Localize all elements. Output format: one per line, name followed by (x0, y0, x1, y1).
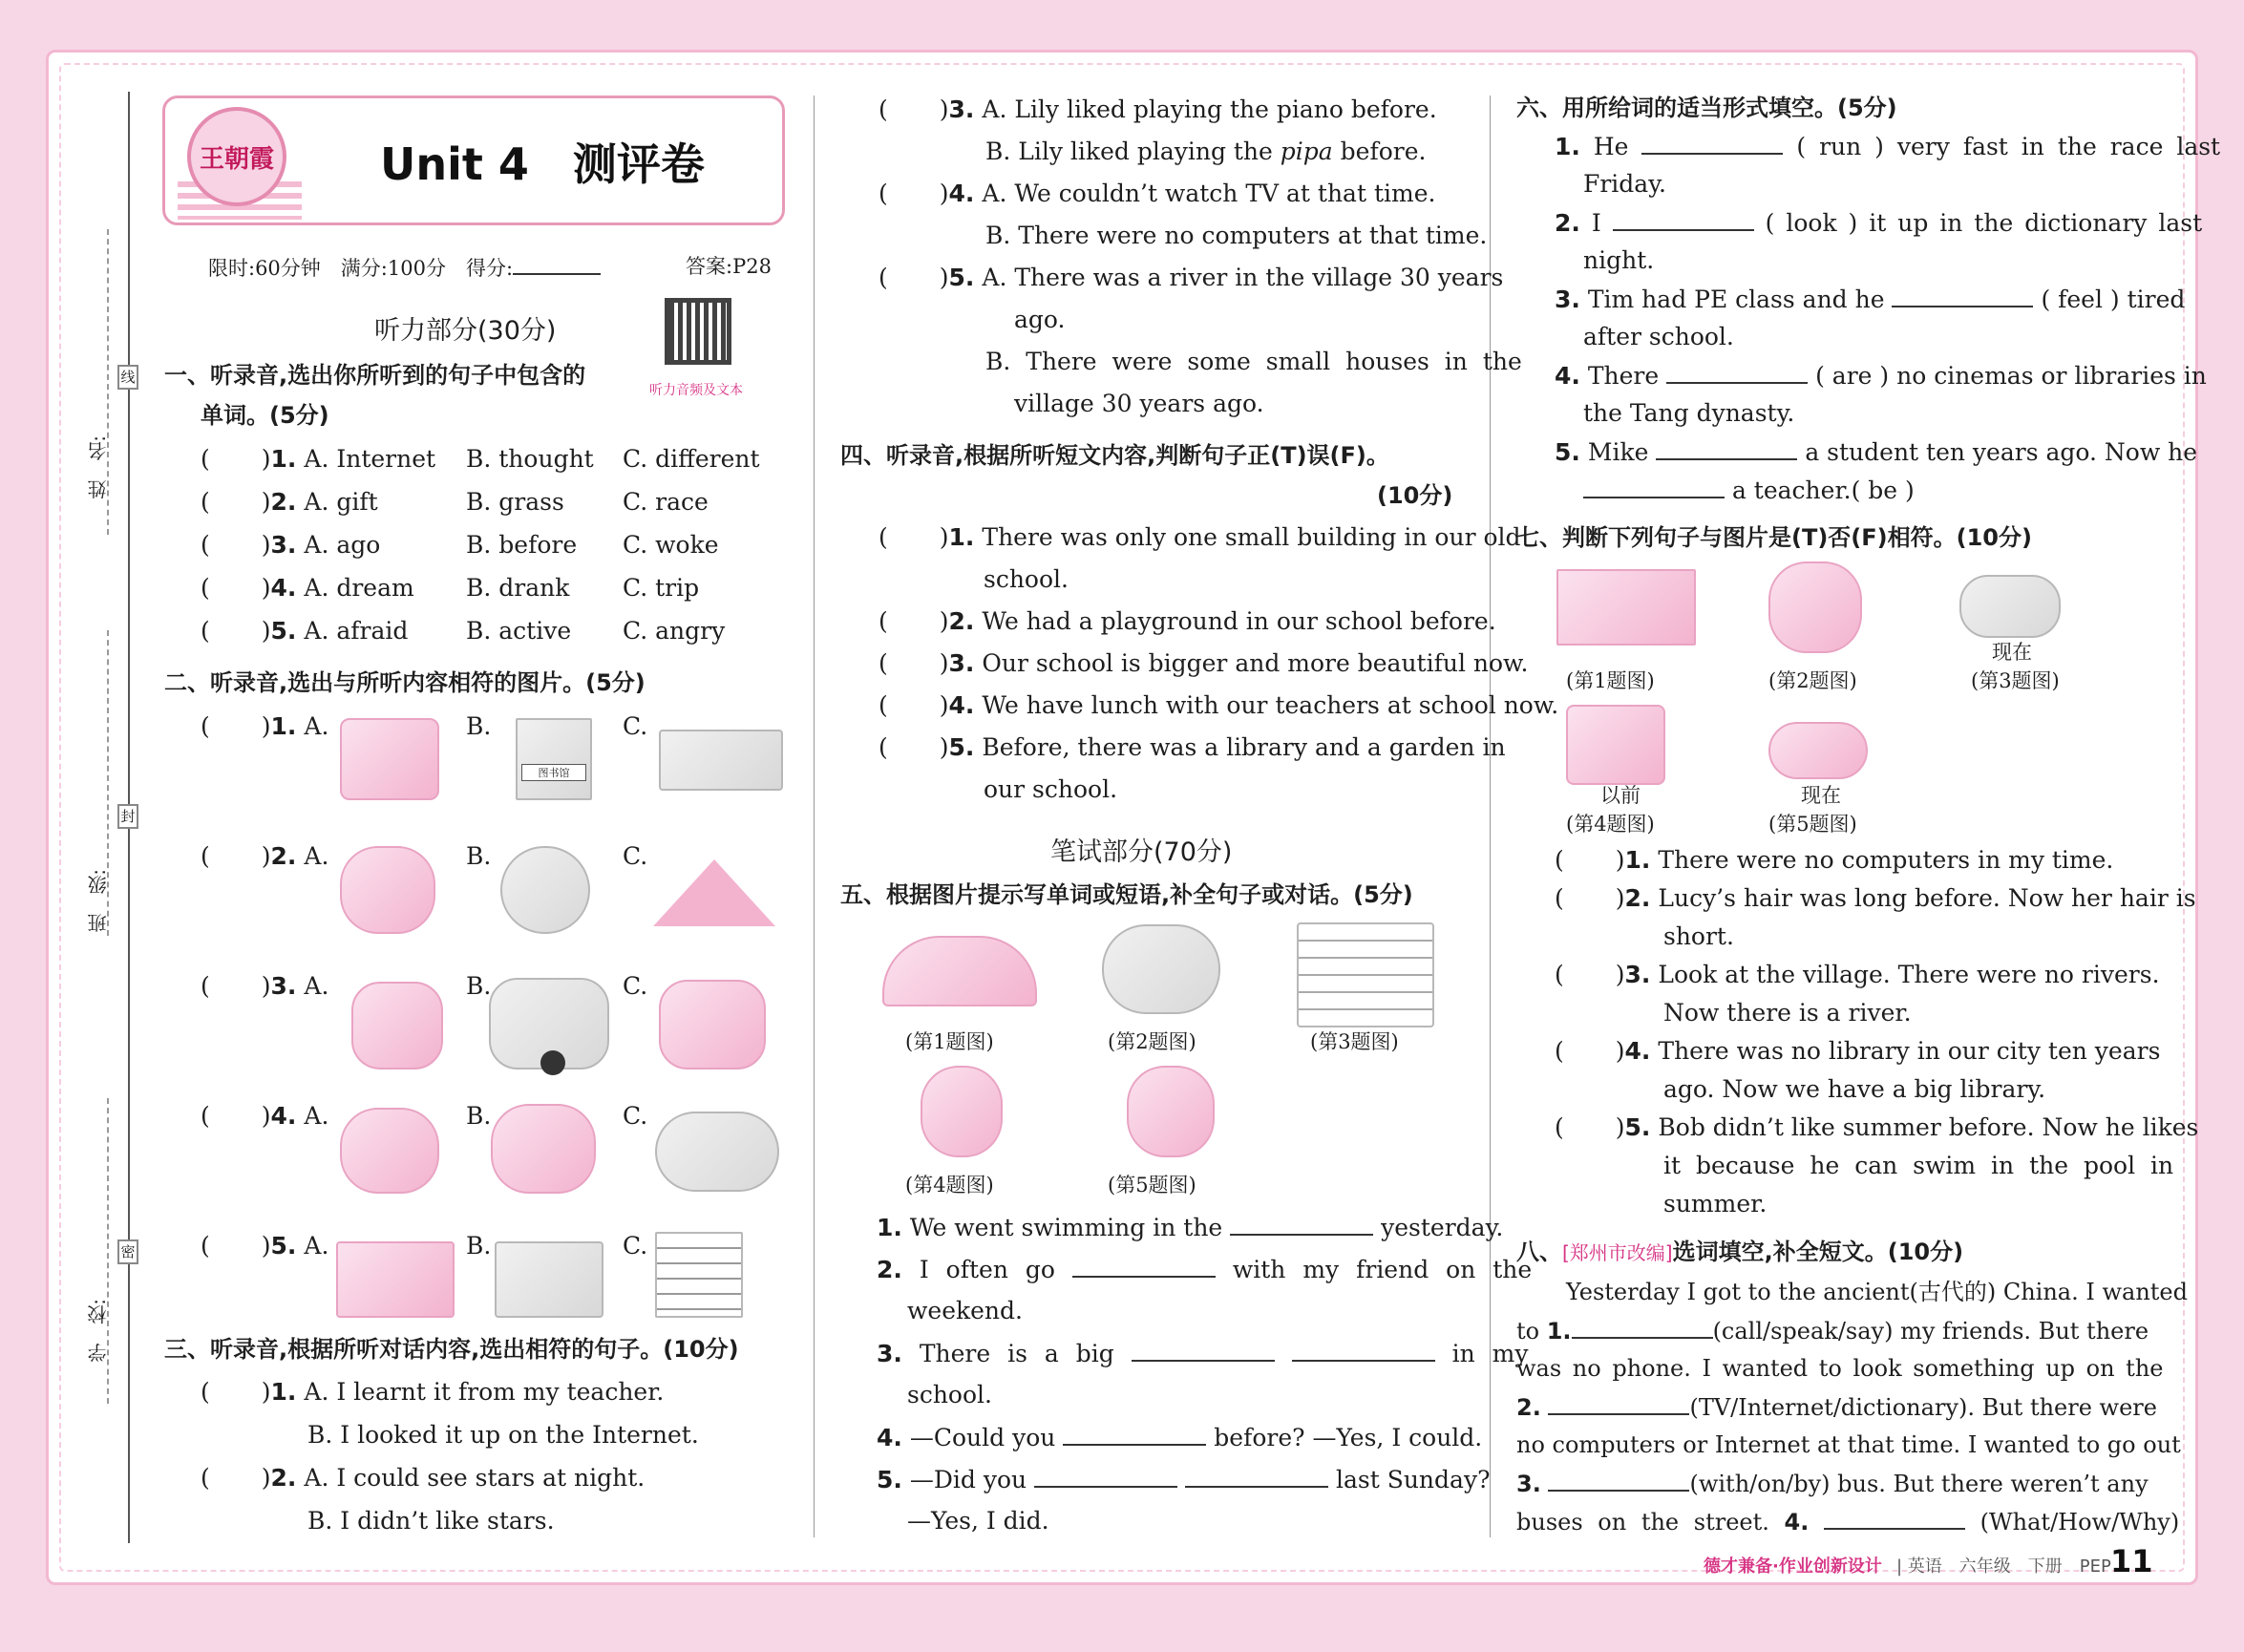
sec6-item: 1. He ( run ) very fast in the race last (1555, 133, 2221, 160)
picture-swimming-pool (882, 936, 1037, 1006)
sec7-caption: (第3题图) (1971, 669, 2060, 692)
sec1-item: ( )4. A. dream (201, 574, 414, 602)
sec4-item: ( )2. We had a playground in our school before. (879, 607, 1496, 635)
sec7-item: ( )2. Lucy’s hair was long before. Now her hair is (1555, 884, 2196, 912)
sec7-item-cont: summer. (1663, 1190, 1768, 1218)
page-number: 11 (2110, 1543, 2153, 1579)
sec6-item: 4. There ( are ) no cinemas or libraries in (1555, 362, 2207, 390)
sec6-item: 3. Tim had PE class and he ( feel ) tired (1555, 286, 2186, 313)
sec1-option: B. grass (466, 488, 564, 516)
listening-title: 听力部分(30分) (374, 316, 557, 346)
sec5-caption: (第5题图) (1108, 1174, 1196, 1197)
sec7-item-cont: ago. Now we have a big library. (1663, 1075, 2046, 1103)
now-label: 现在 (1992, 641, 2032, 664)
sec6-item-cont: the Tang dynasty. (1583, 399, 1795, 427)
school-label: 学 校: (87, 1299, 110, 1363)
sec1-option: B. drank (466, 574, 570, 602)
picture-palace (659, 730, 783, 791)
library-sign: 图书馆 (521, 764, 586, 781)
football-icon (540, 1050, 565, 1075)
sec2-item: ( )1. A. (201, 712, 329, 740)
picture-badminton (340, 1108, 439, 1194)
sec1-option: C. trip (623, 574, 700, 602)
picture-computer-room (1556, 569, 1696, 646)
sec2-item: ( )2. A. (201, 842, 329, 870)
sec4-item: ( )3. Our school is bigger and more beautiful now. (879, 649, 1529, 677)
sec2-item: ( )3. A. (201, 972, 329, 1000)
sec1-item: ( )3. A. ago (201, 531, 381, 559)
sec3-option: B. There were some small houses in the (985, 348, 1522, 375)
qr-code[interactable] (665, 298, 731, 365)
sec3-item: ( )4. A. We couldn’t watch TV at that time. (879, 180, 1436, 207)
sec2-title: 二、听录音,选出与所听内容相符的图片。(5分) (164, 669, 646, 696)
sec2-option-label: C. (623, 842, 648, 870)
picture-library-before (1566, 705, 1665, 785)
answer-ref: 答案:P28 (686, 255, 772, 278)
picture-cycling (500, 846, 590, 934)
sec7-caption: (第4题图) (1566, 813, 1655, 836)
picture-swimming (655, 1112, 779, 1192)
sec2-option-label: B. (466, 842, 492, 870)
sec7-item-cont: it because he can swim in the pool in (1663, 1152, 2174, 1179)
sec1-option: B. thought (466, 445, 594, 473)
sec3-item: ( )2. A. I could see stars at night. (201, 1464, 646, 1492)
sec3-title: 三、听录音,根据所听对话内容,选出相符的句子。(10分) (164, 1336, 739, 1363)
sec1-option: C. angry (623, 617, 726, 645)
sec7-caption: (第1题图) (1566, 669, 1655, 692)
sec5-caption: (第3题图) (1310, 1030, 1399, 1053)
picture-tent (653, 859, 775, 926)
sec7-item-cont: short. (1663, 922, 1734, 950)
picture-running (659, 980, 766, 1070)
sec1-option: B. active (466, 617, 572, 645)
sec7-caption: (第5题图) (1768, 813, 1857, 836)
picture-library-building (516, 718, 592, 800)
sec2-option-label: B. (466, 1102, 492, 1130)
sec5-item: 2. I often go with my friend on the (877, 1256, 1533, 1283)
sec1-option: C. different (623, 445, 760, 473)
sec1-item: ( )5. A. afraid (201, 617, 409, 645)
page-title: Unit 4 测评卷 (380, 138, 705, 190)
picture-bookshelf (655, 1232, 743, 1318)
sec3-option: B. I didn’t like stars. (307, 1507, 555, 1535)
sec6-item-cont: night. (1583, 246, 1655, 274)
sec3-option: B. I looked it up on the Internet. (307, 1421, 699, 1449)
picture-girl-hair (1768, 561, 1862, 653)
picture-building-room (1297, 922, 1434, 1027)
sec1-option: C. woke (623, 531, 719, 559)
sec4-title: 四、听录音,根据所听短文内容,判断句子正(T)误(F)。 (840, 442, 1389, 469)
sec5-item-cont: school. (907, 1381, 992, 1408)
secret-mark: 密 (117, 1239, 138, 1264)
column-divider-2 (1490, 95, 1491, 1537)
picture-bike-riding (1102, 924, 1220, 1014)
sec1-option: B. before (466, 531, 578, 559)
sec7-item: ( )4. There was no library in our city ten years (1555, 1037, 2161, 1065)
sec8-title: 八、[郑州市改编]选词填空,补全短文。(10分) (1516, 1239, 1964, 1265)
passage-line: was no phone. I wanted to look something up on the (1516, 1355, 2164, 1382)
sec3-option-cont: ago. (1014, 306, 1066, 333)
sec6-item-cont: Friday. (1583, 170, 1666, 198)
class-label: 班 级: (87, 869, 110, 933)
sec3-option: B. Lily liked playing the pipa before. (985, 138, 1427, 165)
sec2-option-label: C. (623, 1102, 648, 1130)
sec1-title: 一、听录音,选出你所听到的句子中包含的 (164, 362, 586, 389)
sec3-option-cont: village 30 years ago. (1014, 390, 1264, 417)
sec2-option-label: B. (466, 1232, 492, 1260)
sec4-item-cont: our school. (984, 775, 1118, 803)
sec7-title: 七、判断下列句子与图片是(T)否(F)相符。(10分) (1516, 524, 2032, 551)
picture-boy-badminton (1127, 1066, 1215, 1157)
sec6-item-cont: after school. (1583, 323, 1734, 350)
sec3-item: ( )5. A. There was a river in the village 30 years (879, 264, 1504, 291)
sec5-item: 1. We went swimming in the yesterday. (877, 1214, 1504, 1241)
sec1-option: C. race (623, 488, 709, 516)
passage-line: no computers or Internet at that time. I wanted to go out (1516, 1431, 2181, 1458)
writing-title: 笔试部分(70分) (1050, 837, 1233, 867)
line-mark: 线 (117, 365, 138, 390)
sec1-title-cont: 单词。(5分) (201, 402, 329, 429)
sec7-item-cont: Now there is a river. (1663, 999, 1912, 1027)
sec6-item: 5. Mike a student ten years ago. Now he (1555, 438, 2198, 466)
passage-line: 2. (TV/Internet/dictionary). But there were (1516, 1394, 2157, 1421)
picture-cinema (336, 1241, 455, 1318)
sec3-item: ( )3. A. Lily liked playing the piano before. (879, 95, 1437, 123)
column-divider-1 (814, 95, 815, 1537)
footer-info: | 英语 六年级 下册 PEP (1896, 1557, 2111, 1577)
passage-line: Yesterday I got to the ancient(古代的) China. I wanted (1566, 1279, 2188, 1305)
passage-line: 3. (with/on/by) bus. But there weren’t any (1516, 1471, 2149, 1497)
sec5-item: 4. —Could you before? —Yes, I could. (877, 1424, 1483, 1451)
picture-classroom (495, 1241, 603, 1318)
passage-line: buses on the street. 4. (What/How/Why) (1516, 1509, 2180, 1536)
passage-line: to 1. (call/speak/say) my friends. But there (1516, 1318, 2149, 1345)
picture-village-river (1959, 575, 2061, 638)
sec5-item: 5. —Did you last Sunday? (877, 1466, 1491, 1493)
sec5-caption: (第4题图) (905, 1174, 994, 1197)
sec2-option-label: B. (466, 712, 492, 740)
sec4-item: ( )5. Before, there was a library and a garden in (879, 733, 1506, 761)
footer-brand: 德才兼备·作业创新设计 (1704, 1557, 1882, 1577)
sec1-item: ( )1. A. Internet (201, 445, 436, 473)
sec7-item: ( )1. There were no computers in my time. (1555, 846, 2114, 874)
sec6-item: 2. I ( look ) it up in the dictionary last (1555, 209, 2203, 237)
sec4-score: (10分) (1377, 482, 1453, 509)
sec4-item: ( )1. There was only one small building in our old (879, 523, 1521, 551)
picture-basketball (351, 982, 443, 1070)
sec3-option: B. There were no computers at that time. (985, 222, 1488, 249)
seal-mark: 封 (117, 804, 138, 829)
sec3-item: ( )1. A. I learnt it from my teacher. (201, 1378, 665, 1406)
picture-girl-ice-cream (491, 1104, 596, 1194)
sec7-item: ( )3. Look at the village. There were no rivers. (1555, 961, 2160, 988)
sec5-caption: (第1题图) (905, 1030, 994, 1053)
sec2-option-label: C. (623, 1232, 648, 1260)
sec7-caption: (第2题图) (1768, 669, 1857, 692)
sec5-item: 3. There is a big in my (877, 1340, 1529, 1367)
name-label: 姓 名: (87, 435, 110, 499)
picture-horse-riding (340, 846, 435, 934)
sec2-option-label: C. (623, 712, 648, 740)
sec2-option-label: B. (466, 972, 492, 1000)
picture-swimming-now (1768, 722, 1868, 779)
exam-meta: 限时:60分钟 满分:100分 得分: (208, 252, 601, 283)
sec4-item-cont: school. (984, 565, 1069, 593)
picture-school-gate (340, 718, 439, 800)
sec5-item-cont: weekend. (907, 1297, 1023, 1324)
sec5-caption: (第2题图) (1108, 1030, 1196, 1053)
before-label: 以前 (1600, 784, 1641, 807)
sec2-item: ( )5. A. (201, 1232, 329, 1260)
logo-text: 王朝霞 (199, 145, 274, 174)
sec2-option-label: C. (623, 972, 648, 1000)
sec6-title: 六、用所给词的适当形式填空。(5分) (1516, 95, 1897, 121)
sec5-item-cont: —Yes, I did. (907, 1507, 1049, 1535)
sec6-item-cont: a teacher.( be ) (1583, 476, 1915, 505)
sec4-item: ( )4. We have lunch with our teachers at school now. (879, 691, 1559, 719)
sec7-item: ( )5. Bob didn’t like summer before. Now he likes (1555, 1113, 2199, 1141)
now-label: 现在 (1801, 784, 1841, 807)
sec2-item: ( )4. A. (201, 1102, 329, 1130)
picture-girl-skipping (921, 1066, 1003, 1157)
sec5-title: 五、根据图片提示写单词或短语,补全句子或对话。(5分) (840, 881, 1413, 908)
qr-caption: 听力音频及文本 (649, 383, 743, 398)
sec1-item: ( )2. A. gift (201, 488, 378, 516)
